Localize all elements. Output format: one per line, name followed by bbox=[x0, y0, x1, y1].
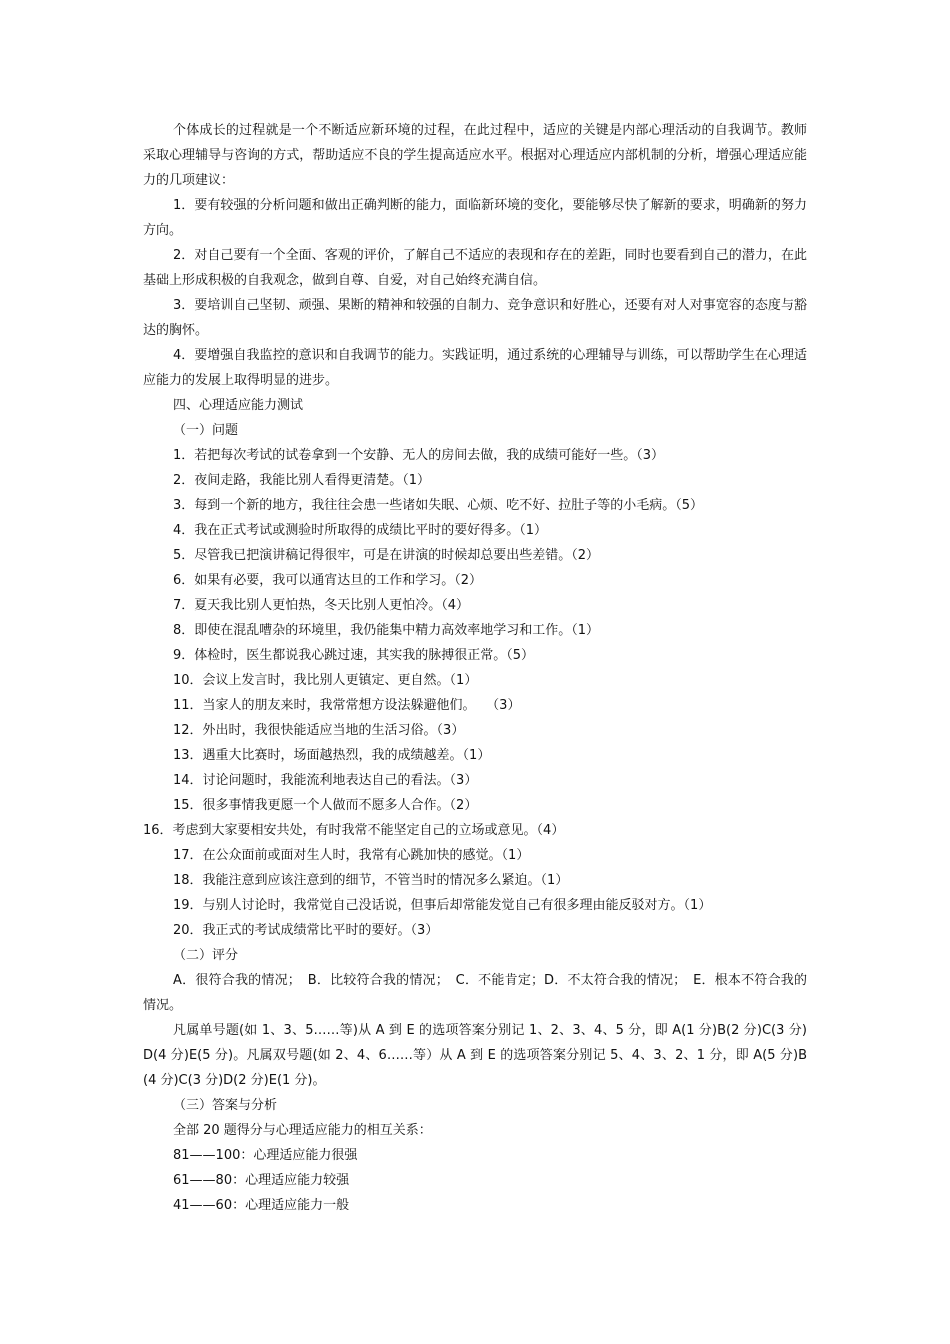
question-20: 20．我正式的考试成绩常比平时的要好。（3） bbox=[173, 923, 439, 938]
question-5: 5．尽管我已把演讲稿记得很牢，可是在讲演的时候却总要出些差错。（2） bbox=[173, 548, 600, 563]
suggestion-2: 2．对自己要有一个全面、客观的评价，了解自己不适应的表现和存在的差距，同时也要看到自己的潜力，在此基础上形成积极的自我观念，做到自尊、自爱，对自己始终充满自信。 bbox=[143, 248, 807, 288]
analysis-intro: 全部 20 题得分与心理适应能力的相互关系： bbox=[173, 1123, 432, 1138]
level-3: 41——60：心理适应能力一般 bbox=[173, 1198, 350, 1213]
section-4-heading: 四、心理适应能力测试 bbox=[173, 398, 304, 413]
question-10: 10．会议上发言时，我比别人更镇定、更自然。（1） bbox=[173, 673, 478, 688]
question-7: 7．夏天我比别人更怕热，冬天比别人更怕冷。（4） bbox=[173, 598, 470, 613]
suggestion-4: 4．要增强自我监控的意识和自我调节的能力。实践证明，通过系统的心理辅导与训练，可以帮助学生在心理适应能力的发展上取得明显的进步。 bbox=[143, 348, 807, 388]
question-9: 9．体检时，医生都说我心跳过速，其实我的脉搏很正常。（5） bbox=[173, 648, 535, 663]
scoring-options: A．很符合我的情况； B．比较符合我的情况； C．不能肯定；D．不太符合我的情况； E．根本不符合我的情况。 bbox=[143, 973, 807, 1013]
subsection-scoring-heading: （二）评分 bbox=[173, 948, 239, 963]
question-4: 4．我在正式考试或测验时所取得的成绩比平时的要好得多。（1） bbox=[173, 523, 548, 538]
intro-paragraph: 个体成长的过程就是一个不断适应新环境的过程，在此过程中，适应的关键是内部心理活动的自我调节。教师采取心理辅导与咨询的方式，帮助适应不良的学生提高适应水平。根据对心理适应内部机制的分析，增强心理适应能力的几项建议： bbox=[143, 123, 807, 188]
suggestion-3: 3．要培训自己坚韧、顽强、果断的精神和较强的自制力、竞争意识和好胜心，还要有对人对事宽容的态度与豁达的胸怀。 bbox=[143, 298, 807, 338]
level-1: 81——100：心理适应能力很强 bbox=[173, 1148, 358, 1163]
question-14: 14．讨论问题时，我能流利地表达自己的看法。（3） bbox=[173, 773, 478, 788]
question-3: 3．每到一个新的地方，我往往会患一些诸如失眠、心烦、吃不好、拉肚子等的小毛病。（5） bbox=[173, 498, 704, 513]
question-16: 16．考虑到大家要相安共处，有时我常不能坚定自己的立场或意见。（4） bbox=[143, 823, 565, 838]
suggestion-1: 1．要有较强的分析问题和做出正确判断的能力，面临新环境的变化，要能够尽快了解新的要求，明确新的努力方向。 bbox=[143, 198, 807, 238]
question-11: 11．当家人的朋友来时，我常常想方设法躲避他们。 （3） bbox=[173, 698, 521, 713]
document-page bbox=[143, 118, 807, 1218]
scoring-rule: 凡属单号题(如 1、3、5……等)从 A 到 E 的选项答案分别记 1、2、3、4、5 分，即 A(1 分)B(2 分)C(3 分)D(4 分)E(5 分)。凡属双号题(如 2、4、6……等）从 A 到 E 的选项答案分别记 5、4、3、2、1 分，即 A(5 分)B(4 分)C(3 分)D(2 分)E(1 分)。 bbox=[143, 1023, 807, 1088]
subsection-questions-heading: （一）问题 bbox=[173, 423, 239, 438]
subsection-analysis-heading: （三）答案与分析 bbox=[173, 1098, 278, 1113]
question-18: 18．我能注意到应该注意到的细节，不管当时的情况多么紧迫。（1） bbox=[173, 873, 569, 888]
question-13: 13．遇重大比赛时，场面越热烈，我的成绩越差。（1） bbox=[173, 748, 491, 763]
question-15: 15．很多事情我更愿一个人做而不愿多人合作。（2） bbox=[173, 798, 478, 813]
level-2: 61——80：心理适应能力较强 bbox=[173, 1173, 350, 1188]
question-1: 1．若把每次考试的试卷拿到一个安静、无人的房间去做，我的成绩可能好一些。（3） bbox=[173, 448, 665, 463]
question-12: 12．外出时，我很快能适应当地的生活习俗。（3） bbox=[173, 723, 465, 738]
question-6: 6．如果有必要，我可以通宵达旦的工作和学习。（2） bbox=[173, 573, 483, 588]
question-19: 19．与别人讨论时，我常觉自己没话说，但事后却常能发觉自己有很多理由能反驳对方。（1） bbox=[173, 898, 712, 913]
question-2: 2．夜间走路，我能比别人看得更清楚。（1） bbox=[173, 473, 431, 488]
question-17: 17．在公众面前或面对生人时，我常有心跳加快的感觉。（1） bbox=[173, 848, 530, 863]
question-8: 8．即使在混乱嘈杂的环境里，我仍能集中精力高效率地学习和工作。（1） bbox=[173, 623, 600, 638]
